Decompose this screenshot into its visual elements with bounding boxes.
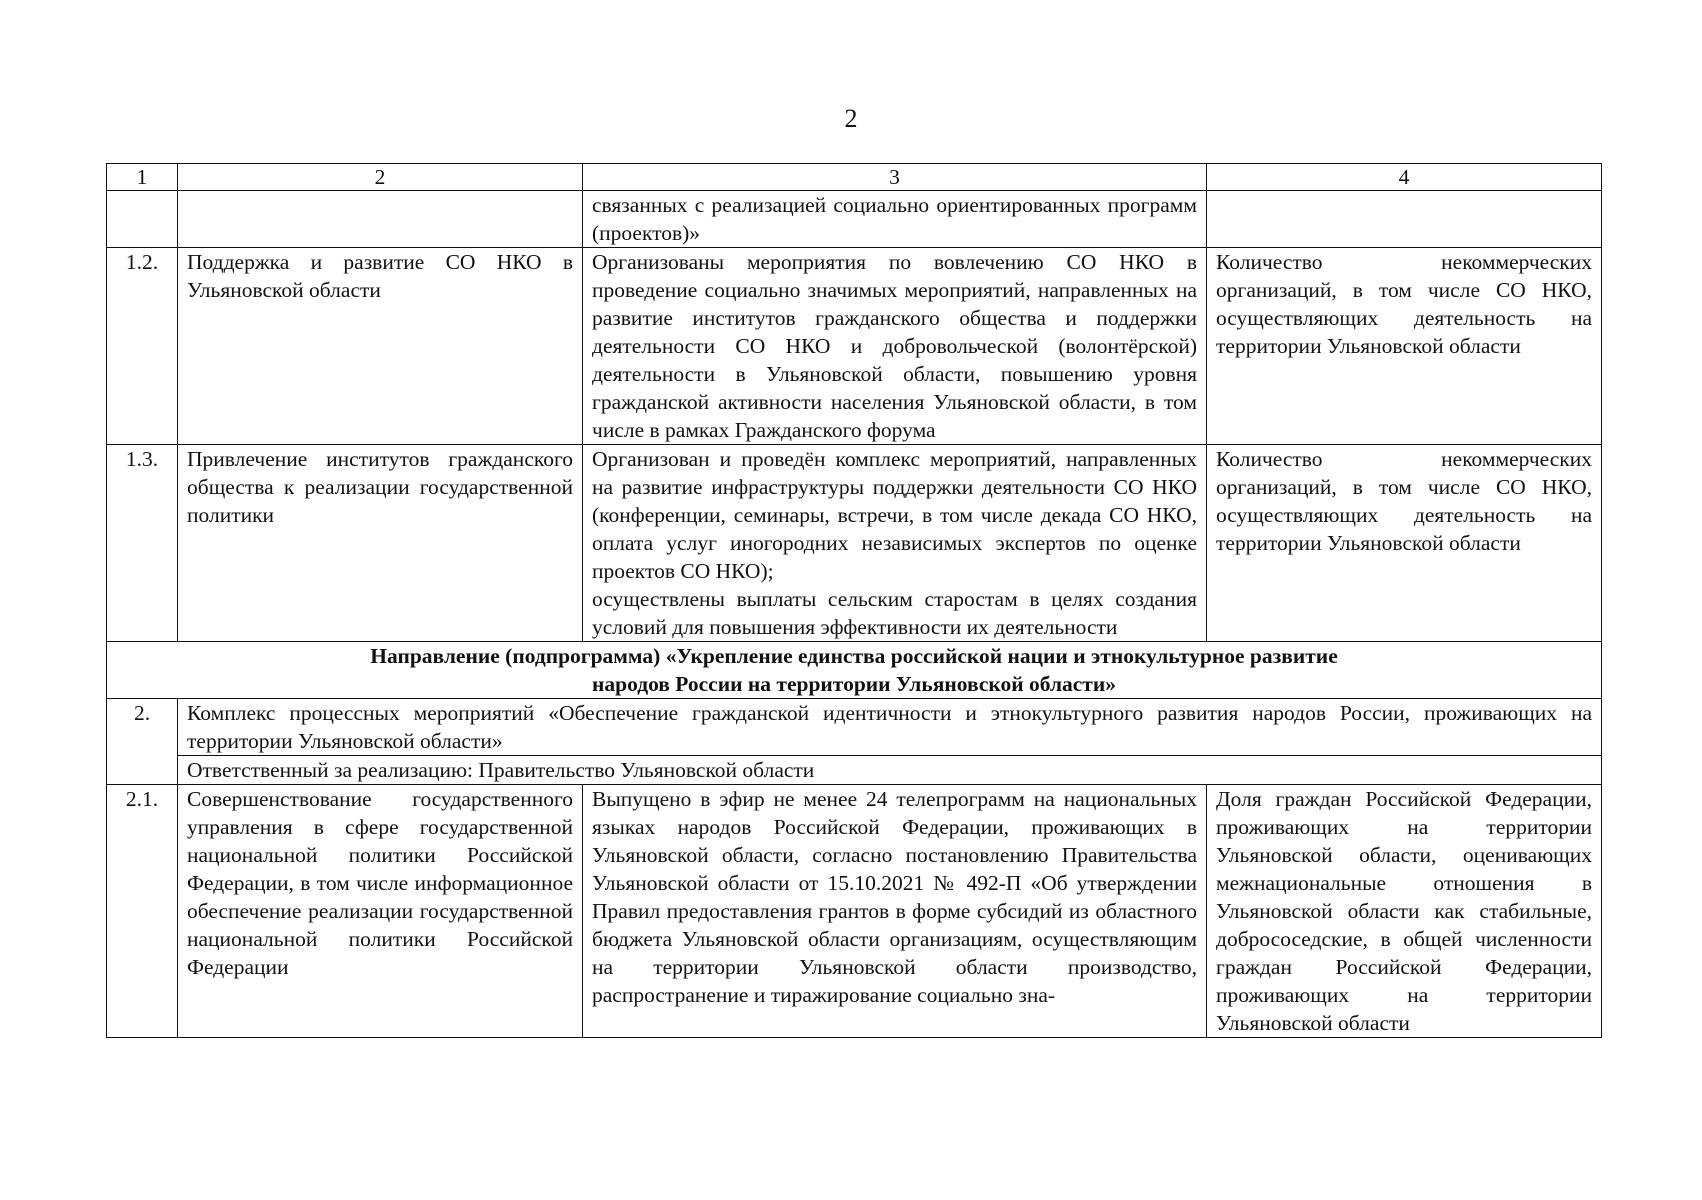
- result-cell: Организован и проведён комплекс мероприятий, направленных на развитие инфраструктуры поддержки деятельности СО НКО (конференции, семинары, встречи, в том числе декада СО НКО, оплата услуг иногородних независимых экспертов по оценке проектов СО НКО); осуществлены выплаты сельским старостам в целях создания условий для повышения эффективности их деятельности: [583, 445, 1207, 642]
- title-cell: Привлечение институтов гражданского общества к реализации государственной политики: [178, 445, 583, 642]
- table-row-1-2: [107, 248, 1602, 445]
- direction-heading: [107, 642, 1602, 699]
- direction-heading-line-2: народов России на территории Ульяновской области»: [591, 672, 1116, 696]
- measures-table: [106, 163, 1602, 1038]
- result-cell: Выпущено в эфир не менее 24 телепрограмм на национальных языках народов Российской Федерации, проживающих в Ульяновской области, согласно постановлению Правительства Ульяновской области от 15.10.2021 № 492-П «Об утверждении Правил предоставления грантов в форме субсидий из областного бюджета Ульяновской области организациям, осуществляющим на территории Ульяновской области производство, распространение и тиражирование социально зна-: [583, 785, 1207, 1038]
- table-row-2-1: [107, 785, 1602, 1038]
- column-header-3: 3: [583, 164, 1207, 191]
- row-number-cell: 1.2.: [107, 248, 178, 445]
- column-header-1: 1: [107, 164, 178, 191]
- responsible-cell: Ответственный за реализацию: Правительство Ульяновской области: [178, 756, 1602, 785]
- row-number-cell: [107, 191, 178, 248]
- indicator-cell: Количество некоммерческих организаций, в том числе СО НКО, осуществляющих деятельность на территории Ульяновской области: [1207, 445, 1602, 642]
- column-header-2: 2: [178, 164, 583, 191]
- page-number: 2: [844, 104, 858, 133]
- direction-heading-line-1: Направление (подпрограмма) «Укрепление единства российской нации и этнокультурное развитие: [370, 644, 1338, 668]
- table-row-continuation: [107, 191, 1602, 248]
- title-cell: Совершенствование государственного управления в сфере государственной национальной политики Российской Федерации, в том числе информационное обеспечение реализации государственной национальной политики Российской Федерации: [178, 785, 583, 1038]
- direction-row: [107, 642, 1602, 699]
- row-number-cell: 1.3.: [107, 445, 178, 642]
- row-number-cell: 2.: [107, 699, 178, 785]
- indicator-cell: [1207, 191, 1602, 248]
- column-header-row: [107, 164, 1602, 191]
- row-number-cell: 2.1.: [107, 785, 178, 1038]
- title-cell: Поддержка и развитие СО НКО в Ульяновской области: [178, 248, 583, 445]
- indicator-cell: Доля граждан Российской Федерации, проживающих на территории Ульяновской области, оценивающих межнациональные отношения в Ульяновской области как стабильные, добрососедские, в общей численности граждан Российской Федерации, проживающих на территории Ульяновской области: [1207, 785, 1602, 1038]
- title-cell: [178, 191, 583, 248]
- indicator-cell: Количество некоммерческих организаций, в том числе СО НКО, осуществляющих деятельность на территории Ульяновской области: [1207, 248, 1602, 445]
- result-cell: связанных с реализацией социально ориентированных программ (проектов)»: [583, 191, 1207, 248]
- column-header-4: 4: [1207, 164, 1602, 191]
- complex-row: [107, 699, 1602, 756]
- responsible-row: [107, 756, 1602, 785]
- result-cell: Организованы мероприятия по вовлечению СО НКО в проведение социально значимых мероприятий, направленных на развитие институтов гражданского общества и поддержки деятельности СО НКО и добровольческой (волонтёрской) деятельности в Ульяновской области, повышению уровня гражданской активности населения Ульяновской области, в том числе в рамках Гражданского форума: [583, 248, 1207, 445]
- table-row-1-3: [107, 445, 1602, 642]
- complex-title-cell: Комплекс процессных мероприятий «Обеспечение гражданской идентичности и этнокультурного развития народов России, проживающих на территории Ульяновской области»: [178, 699, 1602, 756]
